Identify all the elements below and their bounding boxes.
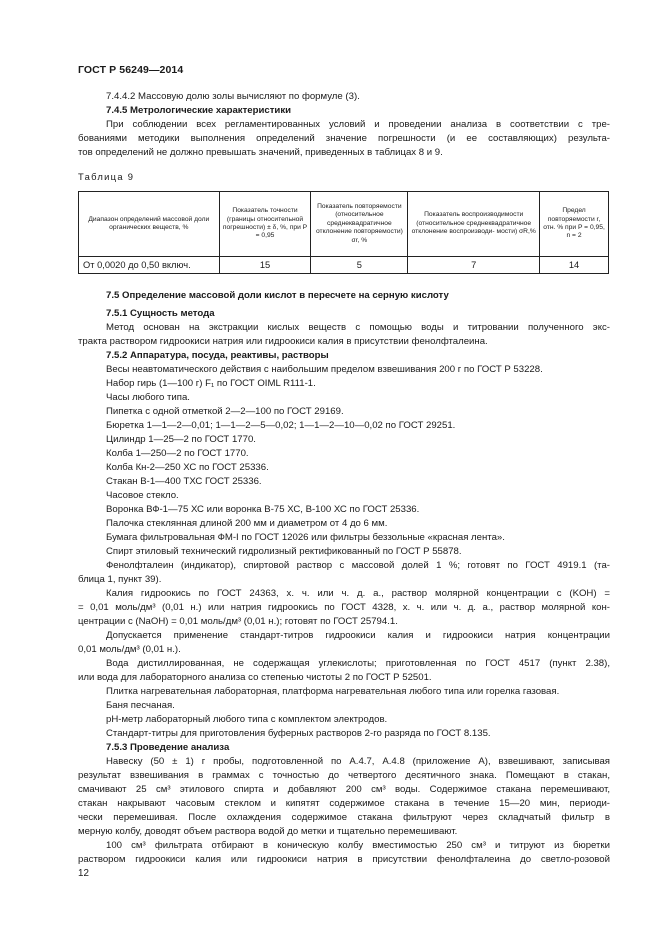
heading-752: 7.5.2 Аппаратура, посуда, реактивы, растворы: [106, 350, 329, 361]
procedure-line: чески перемешивая. После охлаждения содержимое стакана фильтруют через складчатый фильтр в: [78, 812, 610, 823]
table-cell-reproducibility: 7: [408, 257, 540, 274]
reagent-phenolphthalein-line: блица 1, пункт 39).: [78, 574, 162, 585]
procedure-line: результат взвешивания в граммах с точностью до четвертого десятичного знака. Помещают в стакан,: [78, 770, 610, 781]
document-code: ГОСТ Р 56249—2014: [78, 64, 184, 76]
table-cell-limit: 14: [540, 257, 609, 274]
procedure-line: 100 см³ фильтрата отбирают в коническую колбу вместимостью 250 см³ и титруют из бюретки: [106, 840, 610, 851]
equipment-item: Набор гирь (1—100 г) F₁ по ГОСТ OIML R111-1.: [106, 378, 316, 389]
water-line: или вода для лабораторного анализа со степенью чистоты 2 по ГОСТ Р 52501.: [78, 672, 432, 683]
table-cell-range: От 0,0020 до 0,50 включ.: [79, 257, 220, 274]
reagent-phenolphthalein-line: Фенолфталеин (индикатор), спиртовой раствор с массовой долей 1 %; готовят по ГОСТ 4919.1 (та-: [106, 560, 610, 571]
paragraph-745-line: тов определений не должно превышать значений, приведенных в таблицах 8 и 9.: [78, 147, 443, 158]
heading-745: 7.4.5 Метрологические характеристики: [106, 105, 292, 116]
column-header: Показатель воспроизводимости (относительное среднеквадратичное отклонение воспроизводи- мости) σR,%: [408, 192, 540, 257]
paragraph-751-line: Метод основан на экстракции кислых веществ с помощью воды и титровании полученного экс-: [106, 322, 610, 333]
equipment-item: Цилиндр 1—25—2 по ГОСТ 1770.: [106, 434, 256, 445]
paragraph-7442: 7.4.4.2 Массовую долю золы вычисляют по формуле (3).: [106, 91, 360, 102]
reagent-hydroxide-line: = 0,01 моль/дм³ (0,01 н.) или натрия гидроокись по ГОСТ 4328, х. ч. или ч. д. а., раствор молярной кон-: [78, 602, 610, 613]
table-header-row: [79, 192, 609, 257]
table-row: [79, 257, 609, 274]
table-cell-repeatability: 5: [311, 257, 408, 274]
equipment-item: Бюретка 1—1—2—0,01; 1—1—2—5—0,02; 1—1—2—10—0,02 по ГОСТ 29251.: [106, 420, 456, 431]
equipment-item: Плитка нагревательная лабораторная, платформа нагревательная любого типа или горелка газовая.: [106, 686, 560, 697]
equipment-item: pH-метр лабораторный любого типа с комплектом электродов.: [106, 714, 388, 725]
equipment-item: Колба Кн-2—250 ХС по ГОСТ 25336.: [106, 462, 269, 473]
equipment-item: Стакан В-1—400 ТХС ГОСТ 25336.: [106, 476, 262, 487]
equipment-item: Пипетка с одной отметкой 2—2—100 по ГОСТ 29169.: [106, 406, 344, 417]
equipment-item: Часы любого типа.: [106, 392, 190, 403]
procedure-line: стакан накрывают часовым стеклом и кипятят содержимое стакана в течение 15—20 мин, периоди-: [78, 798, 610, 809]
equipment-item: Спирт этиловый технический гидролизный ректификованный по ГОСТ Р 55878.: [106, 546, 462, 557]
heading-751: 7.5.1 Сущность метода: [106, 308, 215, 319]
reagent-hydroxide-line: Калия гидроокись по ГОСТ 24363, х. ч. или ч. д. а., раствор молярной концентрации c (KOH) =: [106, 588, 610, 599]
column-header: Предел повторяемости r, отн. % при P = 0,95, n = 2: [540, 192, 609, 257]
equipment-item: Воронка ВФ-1—75 ХС или воронка В-75 ХС, В-100 ХС по ГОСТ 25336.: [106, 504, 420, 515]
equipment-item: Весы неавтоматического действия с наибольшим пределом взвешивания 200 г по ГОСТ Р 53228.: [106, 364, 543, 375]
paragraph-745-line: бованиями методики выполнения определений значение погрешности (и ее составляющих) результа-: [78, 133, 610, 144]
procedure-line: смачивают 25 см³ этилового спирта и добавляют 200 см³ воды. Содержимое стакана перемешивают,: [78, 784, 610, 795]
table-9: [78, 191, 609, 274]
standard-titre-line: 0,01 моль/дм³ (0,01 н.).: [78, 644, 181, 655]
column-header: Показатель повторяемости (относительное среднеквадратичное отклонение повторяемости) σr, %: [311, 192, 408, 257]
equipment-item: Бумага фильтровальная ФМ-I по ГОСТ 12026 или фильтры беззольные «красная лента».: [106, 532, 505, 543]
table-cell-accuracy: 15: [219, 257, 311, 274]
paragraph-751-line: тракта раствором гидроокиси натрия или гидроокиси калия в присутствии фенолфталеина.: [78, 336, 488, 347]
heading-753: 7.5.3 Проведение анализа: [106, 742, 230, 753]
procedure-line: Навеску (50 ± 1) г пробы, подготовленной по А.4.7, А.4.8 (приложение А), взвешивают, записывая: [106, 756, 610, 767]
page-number: 12: [78, 868, 89, 879]
equipment-item: Палочка стеклянная длиной 200 мм и диаметром от 4 до 6 мм.: [106, 518, 388, 529]
reagent-hydroxide-line: центрации c (NaOH) = 0,01 моль/дм³ (0,01 н.); готовят по ГОСТ 25794.1.: [78, 616, 398, 627]
column-header: Диапазон определений массовой доли органических веществ, %: [79, 192, 220, 257]
procedure-line: раствором гидроокиси калия или гидроокиси натрия в присутствии фенолфталеина до светло-розовой: [78, 854, 610, 865]
water-line: Вода дистиллированная, не содержащая углекислоты; приготовленная по ГОСТ 4517 (пункт 2.38),: [106, 658, 610, 669]
equipment-item: Стандарт-титры для приготовления буферных растворов 2-го разряда по ГОСТ 8.135.: [106, 728, 491, 739]
equipment-item: Баня песчаная.: [106, 700, 175, 711]
heading-75: 7.5 Определение массовой доли кислот в пересчете на серную кислоту: [106, 290, 449, 301]
equipment-item: Колба 1—250—2 по ГОСТ 1770.: [106, 448, 249, 459]
table-caption: Таблица 9: [78, 171, 135, 182]
procedure-line: мерную колбу, доводят объем раствора водой до метки и тщательно перемешивают.: [78, 826, 458, 837]
standard-titre-line: Допускается применение стандарт-титров гидроокиси калия и гидроокиси натрия концентрации: [106, 630, 610, 641]
column-header: Показатель точности (границы относительной погрешности) ± δ, %, при P = 0,95: [219, 192, 311, 257]
paragraph-745-line: При соблюдении всех регламентированных условий и проведении анализа в соответствии с тре-: [106, 119, 610, 130]
equipment-item: Часовое стекло.: [106, 490, 179, 501]
